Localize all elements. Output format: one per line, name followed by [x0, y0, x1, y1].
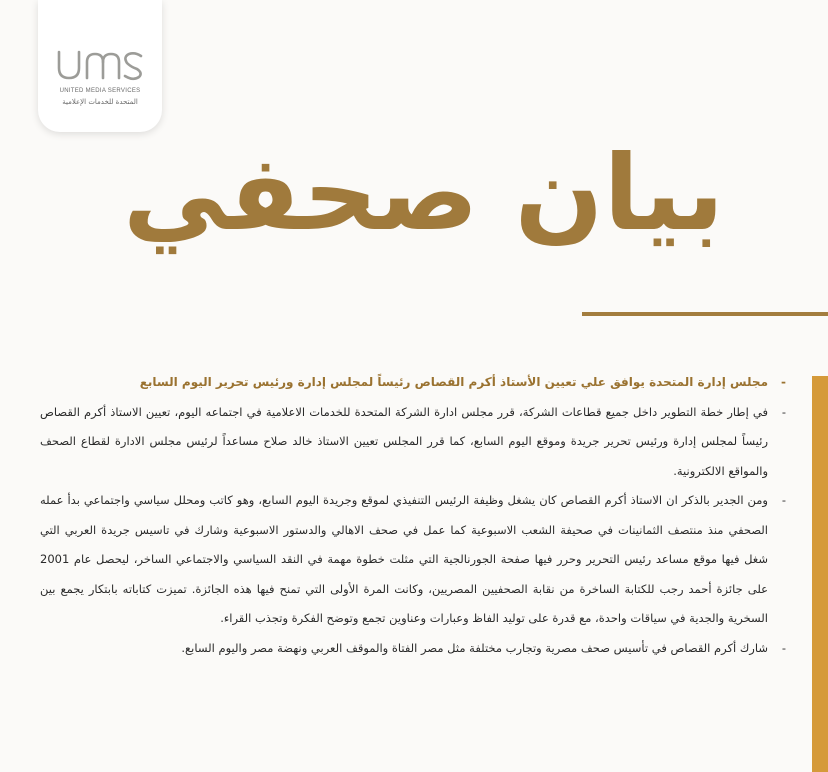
press-release-body	[40, 368, 786, 663]
paragraph-text: ومن الجدير بالذكر ان الاستاذ أكرم القصاص كان يشغل وظيفة الرئيس التنفيذي لموقع وجريدة اليوم السابع، وهو كاتب ومحلل سياسي واجتماعي بدأ عمله الصحفي منذ منتصف الثمانينات في صحيفة الشعب الاسبوعية كما عمل في صحف الاهالي والدستور الاسبوعية وشارك في تاسيس جريدة العربي التي شغل فيها موقع مساعد رئيس التحرير وحرر فيها صفحة الجورنالجية التي مثلت خطوة مهمة في النقد السياسي والاجتماعي الساخر، ليحصل عام 2001 على جائزة أحمد رجب للكتابة الساخرة من نقابة الصحفيين المصريين، وكانت المرة الأولى التي تمنح فيها هذه الجائزة. تميزت كتاباته بابتكار يجمع بين السخرية والجدية في سياقات واحدة، مع قدرة على توليد الفاظ وعبارات وعناوين تجمع وتوضح الفكرة وتجذب القراء.	[40, 493, 768, 625]
bullet-marker: -	[781, 493, 786, 507]
ums-logo-mark-icon	[55, 48, 145, 84]
paragraph-text: في إطار خطة التطوير داخل جميع قطاعات الشركة، قرر مجلس ادارة الشركة المتحدة للخدمات الاعلامية في اجتماعه اليوم، تعيين الاستاذ أكرم القصاص رئيساً لمجلس إدارة ورئيس تحرير جريدة وموقع اليوم السابع، كما قرر المجلس تعيين الاستاذ خالد صلاح مساعداً لرئيس مجلس الادارة لقطاع الصحف والمواقع الالكترونية.	[40, 404, 768, 478]
accent-side-bar	[812, 376, 828, 772]
body-paragraph	[40, 486, 786, 634]
body-paragraph	[40, 634, 786, 664]
lead-text: مجلس إدارة المتحدة يوافق علي تعيين الأستاذ أكرم القصاص رئيساً لمجلس إدارة ورئيس تحرير اليوم السابع	[139, 375, 768, 389]
bullet-marker: -	[781, 404, 786, 419]
paragraph-text: شارك أكرم القصاص في تأسيس صحف مصرية وتجارب مختلفة مثل مصر الفتاة والموقف العربي ونهضة مصر واليوم السابع.	[181, 640, 768, 655]
logo-english-text: UNITED MEDIA SERVICES	[59, 88, 141, 94]
gold-divider	[582, 312, 828, 316]
bullet-marker: -	[781, 640, 786, 655]
logo-card	[38, 0, 162, 132]
body-paragraph	[40, 398, 786, 487]
bullet-marker: -	[781, 375, 786, 389]
lead-paragraph	[40, 368, 786, 398]
page-title: بيان صحفي	[122, 132, 724, 254]
logo-arabic-text: المتحدة للخدمات الإعلامية	[62, 98, 138, 106]
